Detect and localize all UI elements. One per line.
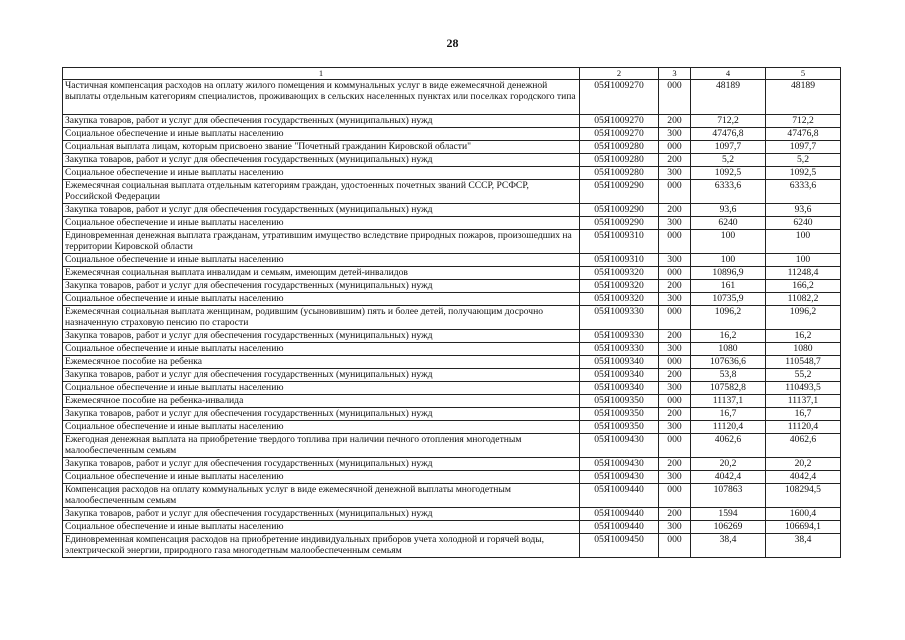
row-type-cell: 200	[659, 458, 691, 471]
row-code-cell: 05Я1009340	[580, 369, 659, 382]
row-name-cell: Социальное обеспечение и иные выплаты населению	[63, 471, 580, 484]
row-name-cell: Социальное обеспечение и иные выплаты населению	[63, 128, 580, 141]
table-row	[63, 434, 841, 458]
page-number: 28	[446, 36, 459, 50]
row-code-cell: 05Я1009340	[580, 382, 659, 395]
row-value-2-cell: 93,6	[766, 204, 841, 217]
row-value-1-cell: 10896,9	[691, 267, 766, 280]
row-type-cell: 200	[659, 115, 691, 128]
row-name-cell: Социальное обеспечение и иные выплаты населению	[63, 382, 580, 395]
row-name-cell: Единовременная компенсация расходов на приобретение индивидуальных приборов учета холодной и горячей воды, электрической энергии, природного газа многодетным малообеспеченным семьям	[63, 534, 580, 558]
row-value-2-cell: 166,2	[766, 280, 841, 293]
row-name-cell: Социальная выплата лицам, которым присвоено звание "Почетный гражданин Кировской области"	[63, 141, 580, 154]
row-value-2-cell: 16,2	[766, 330, 841, 343]
row-name-cell: Социальное обеспечение и иные выплаты населению	[63, 217, 580, 230]
table-row	[63, 330, 841, 343]
row-value-2-cell: 1092,5	[766, 167, 841, 180]
table-row	[63, 369, 841, 382]
row-value-1-cell: 47476,8	[691, 128, 766, 141]
row-code-cell: 05Я1009290	[580, 204, 659, 217]
row-type-cell: 000	[659, 434, 691, 458]
table-row	[63, 167, 841, 180]
row-value-1-cell: 161	[691, 280, 766, 293]
row-name-cell: Закупка товаров, работ и услуг для обеспечения государственных (муниципальных) нужд	[63, 280, 580, 293]
table-row	[63, 141, 841, 154]
table-row	[63, 408, 841, 421]
row-value-2-cell: 11248,4	[766, 267, 841, 280]
row-value-1-cell: 1594	[691, 508, 766, 521]
row-type-cell: 300	[659, 217, 691, 230]
row-name-cell: Ежемесячное пособие на ребенка-инвалида	[63, 395, 580, 408]
table-row	[63, 521, 841, 534]
row-name-cell: Ежемесячная социальная выплата женщинам, родившим (усыновившим) пять и более детей, получающим досрочно назначенную страховую пенсию по старости	[63, 306, 580, 330]
table-row	[63, 230, 841, 254]
row-value-1-cell: 712,2	[691, 115, 766, 128]
row-name-cell: Закупка товаров, работ и услуг для обеспечения государственных (муниципальных) нужд	[63, 458, 580, 471]
row-value-1-cell: 107636,6	[691, 356, 766, 369]
row-value-1-cell: 93,6	[691, 204, 766, 217]
row-type-cell: 300	[659, 382, 691, 395]
row-code-cell: 05Я1009330	[580, 343, 659, 356]
row-value-1-cell: 20,2	[691, 458, 766, 471]
row-value-1-cell: 6240	[691, 217, 766, 230]
row-value-1-cell: 5,2	[691, 154, 766, 167]
row-name-cell: Ежемесячная социальная выплата инвалидам и семьям, имеющим детей-инвалидов	[63, 267, 580, 280]
table-row	[63, 458, 841, 471]
table-row	[63, 343, 841, 356]
row-type-cell: 200	[659, 369, 691, 382]
row-value-2-cell: 20,2	[766, 458, 841, 471]
row-type-cell: 000	[659, 534, 691, 558]
row-type-cell: 300	[659, 128, 691, 141]
row-value-1-cell: 4042,4	[691, 471, 766, 484]
row-code-cell: 05Я1009440	[580, 521, 659, 534]
row-code-cell: 05Я1009270	[580, 115, 659, 128]
header-cell: 2	[580, 68, 659, 80]
row-value-1-cell: 48189	[691, 80, 766, 115]
row-name-cell: Компенсация расходов на оплату коммунальных услуг в виде ежемесячной денежной выплаты многодетным малообеспеченным семьям	[63, 484, 580, 508]
header-cell: 4	[691, 68, 766, 80]
row-code-cell: 05Я1009330	[580, 306, 659, 330]
table-row	[63, 484, 841, 508]
row-value-2-cell: 4042,4	[766, 471, 841, 484]
row-value-2-cell: 1080	[766, 343, 841, 356]
table-row	[63, 254, 841, 267]
row-name-cell: Социальное обеспечение и иные выплаты населению	[63, 254, 580, 267]
row-type-cell: 300	[659, 471, 691, 484]
row-value-1-cell: 10735,9	[691, 293, 766, 306]
table-row	[63, 217, 841, 230]
row-value-1-cell: 100	[691, 230, 766, 254]
row-code-cell: 05Я1009340	[580, 356, 659, 369]
row-name-cell: Социальное обеспечение и иные выплаты населению	[63, 343, 580, 356]
row-code-cell: 05Я1009290	[580, 217, 659, 230]
row-name-cell: Закупка товаров, работ и услуг для обеспечения государственных (муниципальных) нужд	[63, 330, 580, 343]
row-value-2-cell: 712,2	[766, 115, 841, 128]
row-code-cell: 05Я1009270	[580, 80, 659, 115]
row-name-cell: Социальное обеспечение и иные выплаты населению	[63, 521, 580, 534]
header-cell: 3	[659, 68, 691, 80]
row-type-cell: 000	[659, 230, 691, 254]
row-type-cell: 300	[659, 521, 691, 534]
row-code-cell: 05Я1009310	[580, 254, 659, 267]
row-value-1-cell: 1080	[691, 343, 766, 356]
row-value-2-cell: 47476,8	[766, 128, 841, 141]
row-type-cell: 200	[659, 408, 691, 421]
table-row	[63, 180, 841, 204]
row-code-cell: 05Я1009440	[580, 508, 659, 521]
row-code-cell: 05Я1009270	[580, 128, 659, 141]
row-value-1-cell: 100	[691, 254, 766, 267]
row-name-cell: Закупка товаров, работ и услуг для обеспечения государственных (муниципальных) нужд	[63, 204, 580, 217]
table-row	[63, 280, 841, 293]
table-row	[63, 80, 841, 115]
row-value-1-cell: 4062,6	[691, 434, 766, 458]
row-value-2-cell: 16,7	[766, 408, 841, 421]
row-value-2-cell: 108294,5	[766, 484, 841, 508]
row-value-2-cell: 1600,4	[766, 508, 841, 521]
row-name-cell: Закупка товаров, работ и услуг для обеспечения государственных (муниципальных) нужд	[63, 408, 580, 421]
row-value-2-cell: 6240	[766, 217, 841, 230]
row-value-1-cell: 106269	[691, 521, 766, 534]
row-name-cell: Социальное обеспечение и иные выплаты населению	[63, 293, 580, 306]
row-value-2-cell: 6333,6	[766, 180, 841, 204]
row-value-2-cell: 11137,1	[766, 395, 841, 408]
row-name-cell: Социальное обеспечение и иные выплаты населению	[63, 421, 580, 434]
row-code-cell: 05Я1009280	[580, 141, 659, 154]
row-value-2-cell: 55,2	[766, 369, 841, 382]
row-type-cell: 000	[659, 180, 691, 204]
row-code-cell: 05Я1009320	[580, 267, 659, 280]
row-type-cell: 200	[659, 330, 691, 343]
row-value-1-cell: 1092,5	[691, 167, 766, 180]
row-value-2-cell: 11082,2	[766, 293, 841, 306]
row-code-cell: 05Я1009350	[580, 421, 659, 434]
row-value-1-cell: 53,8	[691, 369, 766, 382]
table-row	[63, 382, 841, 395]
table-row	[63, 471, 841, 484]
row-name-cell: Частичная компенсация расходов на оплату жилого помещения и коммунальных услуг в виде ежемесячной денежной выплаты отдельным категориям специалистов, проживающих в сельских населенных пунктах или поселках городского типа	[63, 80, 580, 115]
table-row	[63, 115, 841, 128]
row-code-cell: 05Я1009430	[580, 434, 659, 458]
row-code-cell: 05Я1009450	[580, 534, 659, 558]
row-type-cell: 200	[659, 280, 691, 293]
row-name-cell: Закупка товаров, работ и услуг для обеспечения государственных (муниципальных) нужд	[63, 115, 580, 128]
row-type-cell: 000	[659, 80, 691, 115]
row-name-cell: Социальное обеспечение и иные выплаты населению	[63, 167, 580, 180]
budget-table	[62, 67, 841, 558]
table-row	[63, 267, 841, 280]
header-cell: 1	[63, 68, 580, 80]
row-type-cell: 300	[659, 343, 691, 356]
row-code-cell: 05Я1009440	[580, 484, 659, 508]
row-name-cell: Ежегодная денежная выплата на приобретение твердого топлива при наличии печного отопления многодетным малообеспеченным семьям	[63, 434, 580, 458]
row-value-1-cell: 107863	[691, 484, 766, 508]
table-row	[63, 306, 841, 330]
row-value-1-cell: 16,2	[691, 330, 766, 343]
row-value-2-cell: 110548,7	[766, 356, 841, 369]
row-type-cell: 000	[659, 484, 691, 508]
row-name-cell: Ежемесячная социальная выплата отдельным категориям граждан, удостоенных почетных званий СССР, РСФСР, Российской Федерации	[63, 180, 580, 204]
table-row	[63, 395, 841, 408]
table-row	[63, 356, 841, 369]
row-code-cell: 05Я1009280	[580, 154, 659, 167]
row-value-1-cell: 11120,4	[691, 421, 766, 434]
table-row	[63, 154, 841, 167]
row-value-2-cell: 48189	[766, 80, 841, 115]
row-name-cell: Закупка товаров, работ и услуг для обеспечения государственных (муниципальных) нужд	[63, 508, 580, 521]
row-code-cell: 05Я1009320	[580, 280, 659, 293]
row-value-2-cell: 110493,5	[766, 382, 841, 395]
row-name-cell: Ежемесячное пособие на ребенка	[63, 356, 580, 369]
row-code-cell: 05Я1009430	[580, 471, 659, 484]
row-type-cell: 200	[659, 508, 691, 521]
table-row	[63, 204, 841, 217]
table-row	[63, 128, 841, 141]
row-type-cell: 300	[659, 421, 691, 434]
row-name-cell: Закупка товаров, работ и услуг для обеспечения государственных (муниципальных) нужд	[63, 369, 580, 382]
row-value-2-cell: 4062,6	[766, 434, 841, 458]
table-row	[63, 534, 841, 558]
row-code-cell: 05Я1009330	[580, 330, 659, 343]
table-row	[63, 293, 841, 306]
row-code-cell: 05Я1009350	[580, 395, 659, 408]
row-value-1-cell: 107582,8	[691, 382, 766, 395]
row-value-1-cell: 16,7	[691, 408, 766, 421]
row-value-2-cell: 1096,2	[766, 306, 841, 330]
row-type-cell: 300	[659, 167, 691, 180]
table-row	[63, 421, 841, 434]
row-value-2-cell: 1097,7	[766, 141, 841, 154]
row-value-1-cell: 6333,6	[691, 180, 766, 204]
row-value-2-cell: 106694,1	[766, 521, 841, 534]
table-row	[63, 508, 841, 521]
row-type-cell: 200	[659, 154, 691, 167]
row-type-cell: 300	[659, 293, 691, 306]
row-type-cell: 000	[659, 356, 691, 369]
row-code-cell: 05Я1009310	[580, 230, 659, 254]
row-value-2-cell: 11120,4	[766, 421, 841, 434]
row-value-1-cell: 38,4	[691, 534, 766, 558]
row-code-cell: 05Я1009430	[580, 458, 659, 471]
row-type-cell: 300	[659, 254, 691, 267]
row-name-cell: Закупка товаров, работ и услуг для обеспечения государственных (муниципальных) нужд	[63, 154, 580, 167]
row-value-2-cell: 100	[766, 254, 841, 267]
row-code-cell: 05Я1009350	[580, 408, 659, 421]
row-name-cell: Единовременная денежная выплата гражданам, утратившим имущество вследствие природных пожаров, произошедших на территории Кировской области	[63, 230, 580, 254]
row-value-1-cell: 1096,2	[691, 306, 766, 330]
row-code-cell: 05Я1009280	[580, 167, 659, 180]
row-type-cell: 000	[659, 395, 691, 408]
row-value-2-cell: 5,2	[766, 154, 841, 167]
header-cell: 5	[766, 68, 841, 80]
table-header-row	[63, 68, 841, 80]
row-value-2-cell: 100	[766, 230, 841, 254]
row-value-1-cell: 1097,7	[691, 141, 766, 154]
row-type-cell: 000	[659, 141, 691, 154]
row-type-cell: 000	[659, 306, 691, 330]
row-code-cell: 05Я1009320	[580, 293, 659, 306]
row-value-2-cell: 38,4	[766, 534, 841, 558]
row-type-cell: 200	[659, 204, 691, 217]
row-code-cell: 05Я1009290	[580, 180, 659, 204]
row-value-1-cell: 11137,1	[691, 395, 766, 408]
row-type-cell: 000	[659, 267, 691, 280]
